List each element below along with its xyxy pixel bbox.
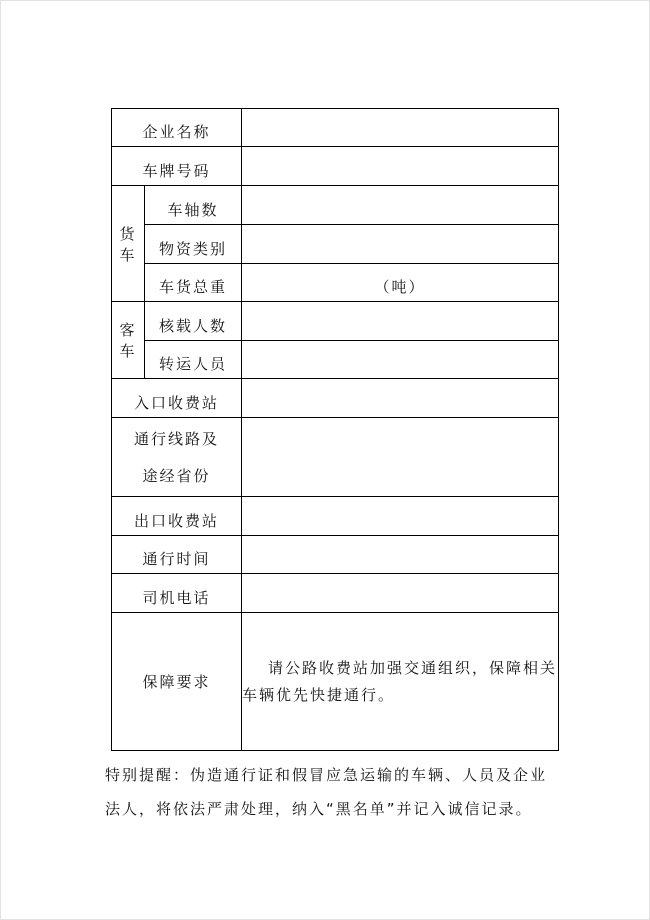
guarantee-text (242, 613, 559, 751)
truck-group-label: 货车 (112, 186, 145, 302)
company-name-label: 企业名称 (112, 109, 242, 147)
entry-station-label: 入口收费站 (112, 379, 242, 418)
rated-passengers-field[interactable] (242, 302, 559, 341)
guarantee-label: 保障要求 (112, 613, 242, 751)
total-weight-field[interactable] (242, 264, 559, 302)
route-field[interactable] (242, 418, 559, 497)
pass-form-table (111, 108, 559, 751)
route-label-line2: 途经省份 (142, 467, 211, 485)
plate-number-label: 车牌号码 (112, 147, 242, 186)
pass-time-field[interactable] (242, 536, 559, 574)
transported-persons-field[interactable] (242, 341, 559, 379)
transported-persons-label: 转运人员 (145, 341, 242, 379)
notice-line1: 特别提醒：伪造通行证和假冒应急运输的车辆、人员及企业 (105, 766, 548, 784)
exit-station-field[interactable] (242, 497, 559, 536)
weight-unit: （吨） (374, 278, 426, 296)
exit-station-label: 出口收费站 (112, 497, 242, 536)
axle-count-field[interactable] (242, 186, 559, 225)
pass-time-label: 通行时间 (112, 536, 242, 574)
notice-line2: 法人，将依法严肃处理，纳入“黑名单”并记入诚信记录。 (105, 800, 533, 818)
rated-passengers-label: 核载人数 (145, 302, 242, 341)
entry-station-field[interactable] (242, 379, 559, 418)
route-label (112, 418, 242, 497)
driver-phone-label: 司机电话 (112, 574, 242, 613)
cargo-type-label: 物资类别 (145, 225, 242, 264)
route-label-line1: 通行线路及 (134, 430, 220, 448)
special-notice (105, 758, 565, 826)
bus-group-label: 客车 (112, 302, 145, 379)
axle-count-label: 车轴数 (145, 186, 242, 225)
cargo-type-field[interactable] (242, 225, 559, 264)
plate-number-field[interactable] (242, 147, 559, 186)
guarantee-text-line2: 车辆优先快捷通行。 (242, 685, 396, 704)
total-weight-label: 车货总重 (145, 264, 242, 302)
guarantee-text-line1: 请公路收费站加强交通组织，保障相关 (268, 658, 558, 677)
driver-phone-field[interactable] (242, 574, 559, 613)
company-name-field[interactable] (242, 109, 559, 147)
